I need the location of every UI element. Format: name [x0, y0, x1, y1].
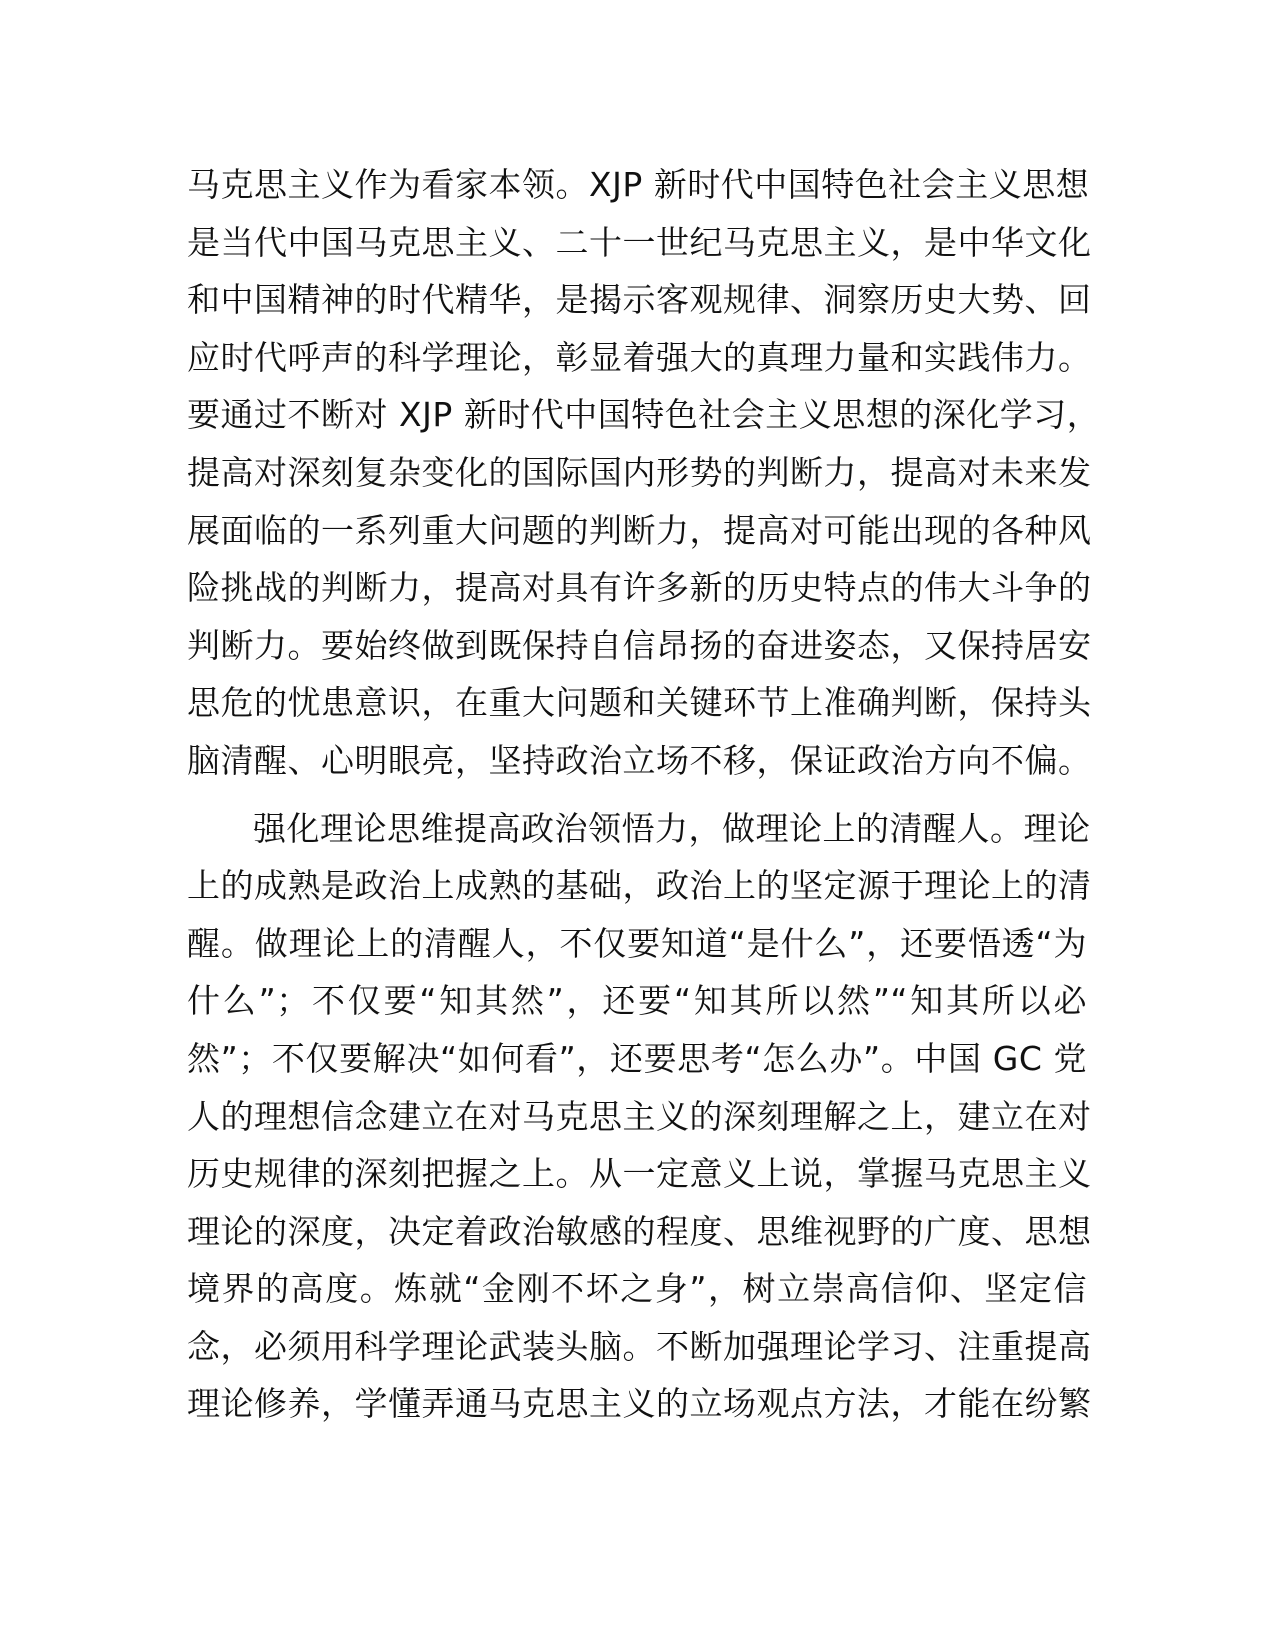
text-line: 理论的深度，决定着政治敏感的程度、思维视野的广度、思想: [187, 1211, 1092, 1251]
text-line: 提高对深刻复杂变化的国际国内形势的判断力，提高对未来发: [187, 452, 1092, 492]
text-line: 和中国精神的时代精华，是揭示客观规律、洞察历史大势、回: [187, 280, 1092, 320]
text-line: 强化理论思维提高政治领悟力，做理论上的清醒人。理论: [253, 808, 1091, 848]
text-line: 脑清醒、心明眼亮，坚持政治立场不移，保证政治方向不偏。: [187, 740, 1092, 780]
text-line: 是当代中国马克思主义、二十一世纪马克思主义，是中华文化: [187, 222, 1092, 262]
text-line: 上的成熟是政治上成熟的基础，政治上的坚定源于理论上的清: [187, 866, 1092, 906]
text-line: 判断力。要始终做到既保持自信昂扬的奋进姿态，又保持居安: [187, 625, 1092, 665]
paragraph-gap: [187, 790, 1087, 800]
body-text: [187, 156, 1101, 1433]
text-line: 境界的高度。炼就“金刚不坏之身”，树立崇高信仰、坚定信: [187, 1269, 1087, 1309]
text-line: 马克思主义作为看家本领。XJP 新时代中国特色社会主义思想: [187, 165, 1090, 204]
text-line: 醒。做理论上的清醒人，不仅要知道“是什么”，还要悟透“为: [187, 923, 1087, 963]
text-line: 应时代呼声的科学理论，彰显着强大的真理力量和实践伟力。: [187, 337, 1092, 377]
text-line: 历史规律的深刻把握之上。从一定意义上说，掌握马克思主义: [187, 1154, 1092, 1194]
text-line: 人的理想信念建立在对马克思主义的深刻理解之上，建立在对: [187, 1096, 1092, 1136]
text-line: 展面临的一系列重大问题的判断力，提高对可能出现的各种风: [187, 510, 1092, 550]
paragraph: [187, 800, 1092, 1434]
text-line: 什么”；不仅要“知其然”，还要“知其所以然”“知其所以必: [187, 981, 1087, 1021]
text-line: 理论修养，学懂弄通马克思主义的立场观点方法，才能在纷繁: [187, 1384, 1092, 1424]
text-line: 思危的忧患意识，在重大问题和关键环节上准确判断，保持头: [187, 683, 1092, 723]
text-line: 要通过不断对 XJP 新时代中国特色社会主义思想的深化学习，: [187, 395, 1101, 435]
text-line: 然”；不仅要解决“如何看”，还要思考“怎么办”。中国 GC 党: [187, 1038, 1087, 1078]
text-line: 险挑战的判断力，提高对具有许多新的历史特点的伟大斗争的: [187, 568, 1092, 608]
text-line: 念，必须用科学理论武装头脑。不断加强理论学习、注重提高: [187, 1326, 1092, 1366]
paragraph: [187, 156, 1101, 790]
